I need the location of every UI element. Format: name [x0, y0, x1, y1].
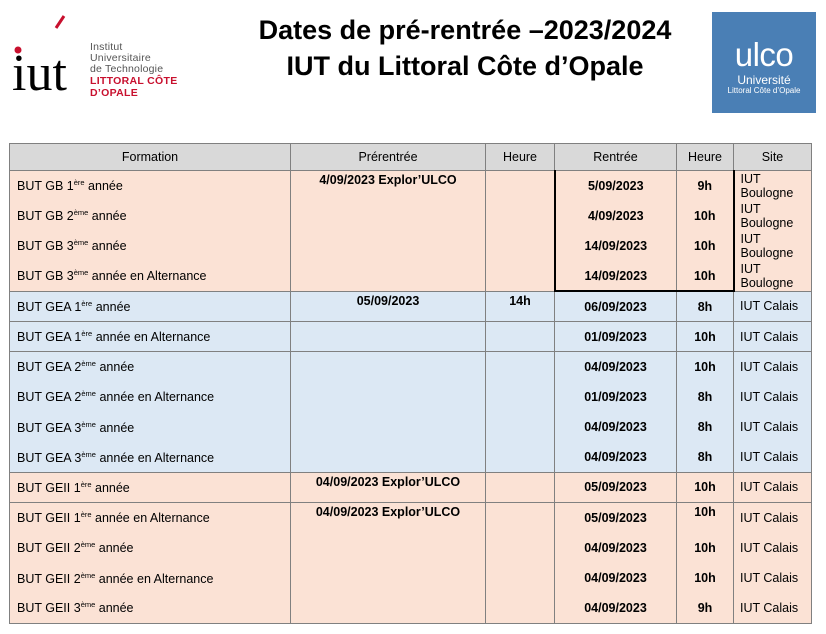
header-rentree: Rentrée: [555, 144, 677, 171]
cell-formation: [10, 352, 291, 382]
formation-rest: année en Alternance: [95, 450, 215, 465]
cell-prerentree: [291, 382, 486, 412]
cell-formation: [10, 201, 291, 231]
cell-heure2: 10h: [677, 201, 734, 231]
formation-base: BUT GEA 3: [17, 450, 82, 465]
formation-rest: année en Alternance: [91, 511, 210, 526]
cell-rentree: 05/09/2023: [555, 472, 677, 502]
table-row: [10, 171, 812, 201]
formation-sup: ère: [80, 510, 92, 520]
cell-prerentree: [291, 201, 486, 231]
cell-heure1: [486, 382, 555, 412]
svg-text:iut: iut: [12, 45, 67, 94]
formation-rest: année en Alternance: [95, 571, 214, 586]
cell-prerentree: [291, 593, 486, 623]
formation-sup: ème: [81, 449, 96, 459]
formation-rest: année en Alternance: [88, 269, 207, 284]
table-row: [10, 261, 812, 291]
formation-rest: année: [88, 239, 127, 254]
table-body: [10, 171, 812, 624]
cell-prerentree: 05/09/2023: [291, 291, 486, 321]
table-row: [10, 442, 812, 472]
header-prerentree: Prérentrée: [291, 144, 486, 171]
table-row: [10, 291, 812, 321]
cell-formation: [10, 563, 291, 593]
cell-site: IUT Calais: [734, 352, 812, 382]
cell-rentree: 14/09/2023: [555, 261, 677, 291]
iut-logo: [12, 14, 222, 99]
iut-logo-line1: Institut: [90, 41, 123, 53]
iut-logo-mark: [12, 14, 82, 94]
table-row: [10, 201, 812, 231]
table-row: [10, 563, 812, 593]
cell-heure1: [486, 412, 555, 442]
cell-heure1: [486, 321, 555, 351]
cell-prerentree: 4/09/2023 Explor’ULCO: [291, 171, 486, 201]
cell-heure2: 10h: [677, 231, 734, 261]
formation-base: BUT GEA 1: [17, 299, 82, 314]
cell-rentree: 5/09/2023: [555, 171, 677, 201]
cell-heure2: 10h: [677, 503, 734, 533]
cell-rentree: 06/09/2023: [555, 291, 677, 321]
table-row: [10, 503, 812, 533]
cell-rentree: 01/09/2023: [555, 382, 677, 412]
cell-site: IUT Calais: [734, 382, 812, 412]
cell-prerentree: 04/09/2023 Explor’ULCO: [291, 472, 486, 502]
cell-site: IUT Calais: [734, 412, 812, 442]
cell-formation: [10, 593, 291, 623]
cell-rentree: 01/09/2023: [555, 321, 677, 351]
formation-sup: ème: [73, 238, 89, 248]
cell-heure2: 10h: [677, 533, 734, 563]
formation-base: BUT GB 2: [17, 209, 74, 224]
formation-rest: année en Alternance: [95, 390, 215, 405]
cell-heure1: [486, 442, 555, 472]
cell-rentree: 04/09/2023: [555, 533, 677, 563]
formation-rest: année: [88, 209, 127, 224]
formation-sup: ème: [81, 419, 96, 429]
cell-heure1: [486, 503, 555, 533]
formation-sup: ère: [81, 298, 93, 308]
cell-site: IUT Calais: [734, 472, 812, 502]
cell-site: IUT Boulogne: [734, 231, 812, 261]
cell-heure1: [486, 563, 555, 593]
cell-site: IUT Calais: [734, 503, 812, 533]
table-row: [10, 472, 812, 502]
table-row: [10, 412, 812, 442]
iut-logo-line3: de Technologie: [90, 63, 164, 75]
formation-sup: ère: [73, 178, 85, 188]
cell-rentree: 4/09/2023: [555, 201, 677, 231]
table-row: [10, 231, 812, 261]
table-row: [10, 382, 812, 412]
cell-site: IUT Calais: [734, 563, 812, 593]
iut-logo-line2: Universitaire: [90, 52, 151, 64]
table-row: [10, 321, 812, 351]
cell-heure1: [486, 472, 555, 502]
formation-base: BUT GEII 2: [17, 541, 81, 556]
cell-heure2: 10h: [677, 352, 734, 382]
cell-prerentree: [291, 321, 486, 351]
header-heure2: Heure: [677, 144, 734, 171]
cell-prerentree: [291, 352, 486, 382]
formation-sup: ème: [80, 600, 96, 610]
cell-prerentree: 04/09/2023 Explor’ULCO: [291, 503, 486, 533]
cell-prerentree: [291, 533, 486, 563]
cell-site: IUT Boulogne: [734, 261, 812, 291]
formation-sup: ère: [81, 329, 93, 339]
cell-rentree: 05/09/2023: [555, 503, 677, 533]
formation-base: BUT GEA 2: [17, 360, 82, 375]
cell-heure2: 9h: [677, 593, 734, 623]
cell-prerentree: [291, 261, 486, 291]
cell-rentree: 04/09/2023: [555, 352, 677, 382]
iut-logo-text: [90, 42, 222, 99]
header-formation: Formation: [10, 144, 291, 171]
cell-heure2: 10h: [677, 563, 734, 593]
formation-base: BUT GB 1: [17, 179, 74, 194]
header-heure1: Heure: [486, 144, 555, 171]
cell-rentree: 04/09/2023: [555, 412, 677, 442]
formation-rest: année: [84, 179, 123, 194]
ulco-logo-sub: Université: [737, 73, 791, 87]
formation-rest: année: [95, 601, 134, 616]
cell-site: IUT Boulogne: [734, 171, 812, 201]
formation-rest: année: [95, 541, 134, 556]
cell-formation: [10, 503, 291, 533]
table-row: [10, 593, 812, 623]
cell-heure1: [486, 231, 555, 261]
cell-rentree: 04/09/2023: [555, 563, 677, 593]
cell-heure2: 10h: [677, 261, 734, 291]
cell-rentree: 04/09/2023: [555, 593, 677, 623]
cell-formation: [10, 472, 291, 502]
cell-heure2: 8h: [677, 291, 734, 321]
header-site: Site: [734, 144, 812, 171]
formation-rest: année en Alternance: [92, 330, 211, 345]
formation-sup: ème: [73, 268, 89, 278]
ulco-logo-main: ulco: [734, 36, 794, 73]
cell-heure2: 8h: [677, 382, 734, 412]
title-line2: IUT du Littoral Côte d’Opale: [286, 51, 644, 81]
cell-prerentree: [291, 412, 486, 442]
formation-sup: ère: [80, 479, 92, 489]
cell-site: IUT Boulogne: [734, 201, 812, 231]
cell-formation: [10, 231, 291, 261]
formation-base: BUT GEII 1: [17, 480, 81, 495]
cell-heure1: [486, 533, 555, 563]
cell-rentree: 04/09/2023: [555, 442, 677, 472]
formation-base: BUT GEII 3: [17, 601, 81, 616]
cell-formation: [10, 382, 291, 412]
cell-heure2: 10h: [677, 472, 734, 502]
formation-rest: année: [92, 299, 131, 314]
cell-rentree: 14/09/2023: [555, 231, 677, 261]
formation-sup: ème: [73, 208, 89, 218]
cell-site: IUT Calais: [734, 321, 812, 351]
cell-heure1: [486, 261, 555, 291]
formation-base: BUT GEA 2: [17, 390, 82, 405]
cell-site: IUT Calais: [734, 533, 812, 563]
cell-site: IUT Calais: [734, 593, 812, 623]
ulco-logo: [712, 12, 816, 113]
formation-base: BUT GEII 2: [17, 571, 81, 586]
cell-heure1: [486, 352, 555, 382]
formation-sup: ème: [80, 570, 96, 580]
cell-formation: [10, 261, 291, 291]
formation-base: BUT GB 3: [17, 239, 74, 254]
cell-prerentree: [291, 442, 486, 472]
cell-heure2: 8h: [677, 442, 734, 472]
page-header: [0, 0, 826, 130]
formation-base: BUT GEII 1: [17, 511, 81, 526]
cell-formation: [10, 412, 291, 442]
ulco-logo-sub2: Littoral Côte d’Opale: [727, 86, 801, 95]
cell-site: IUT Calais: [734, 291, 812, 321]
formation-sup: ème: [80, 540, 96, 550]
table-row: [10, 533, 812, 563]
formation-sup: ème: [81, 359, 96, 369]
cell-heure2: 10h: [677, 321, 734, 351]
cell-formation: [10, 442, 291, 472]
formation-base: BUT GEA 3: [17, 420, 82, 435]
page-title: [225, 12, 705, 84]
formation-base: BUT GB 3: [17, 269, 74, 284]
cell-formation: [10, 171, 291, 201]
schedule-table: [9, 143, 812, 624]
cell-heure2: 8h: [677, 412, 734, 442]
cell-heure1: [486, 171, 555, 201]
cell-heure1: [486, 593, 555, 623]
formation-rest: année: [95, 360, 135, 375]
formation-rest: année: [95, 420, 135, 435]
cell-heure1: [486, 201, 555, 231]
cell-site: IUT Calais: [734, 442, 812, 472]
formation-sup: ème: [81, 389, 96, 399]
cell-heure2: 9h: [677, 171, 734, 201]
cell-formation: [10, 321, 291, 351]
cell-prerentree: [291, 231, 486, 261]
formation-rest: année: [91, 480, 130, 495]
cell-prerentree: [291, 563, 486, 593]
formation-base: BUT GEA 1: [17, 330, 82, 345]
iut-logo-line4: LITTORAL CÔTE D’OPALE: [90, 75, 178, 99]
cell-formation: [10, 291, 291, 321]
table-row: [10, 352, 812, 382]
title-line1: Dates de pré-rentrée –2023/2024: [258, 15, 672, 45]
cell-heure1: 14h: [486, 291, 555, 321]
table-header-row: [10, 144, 812, 171]
cell-formation: [10, 533, 291, 563]
